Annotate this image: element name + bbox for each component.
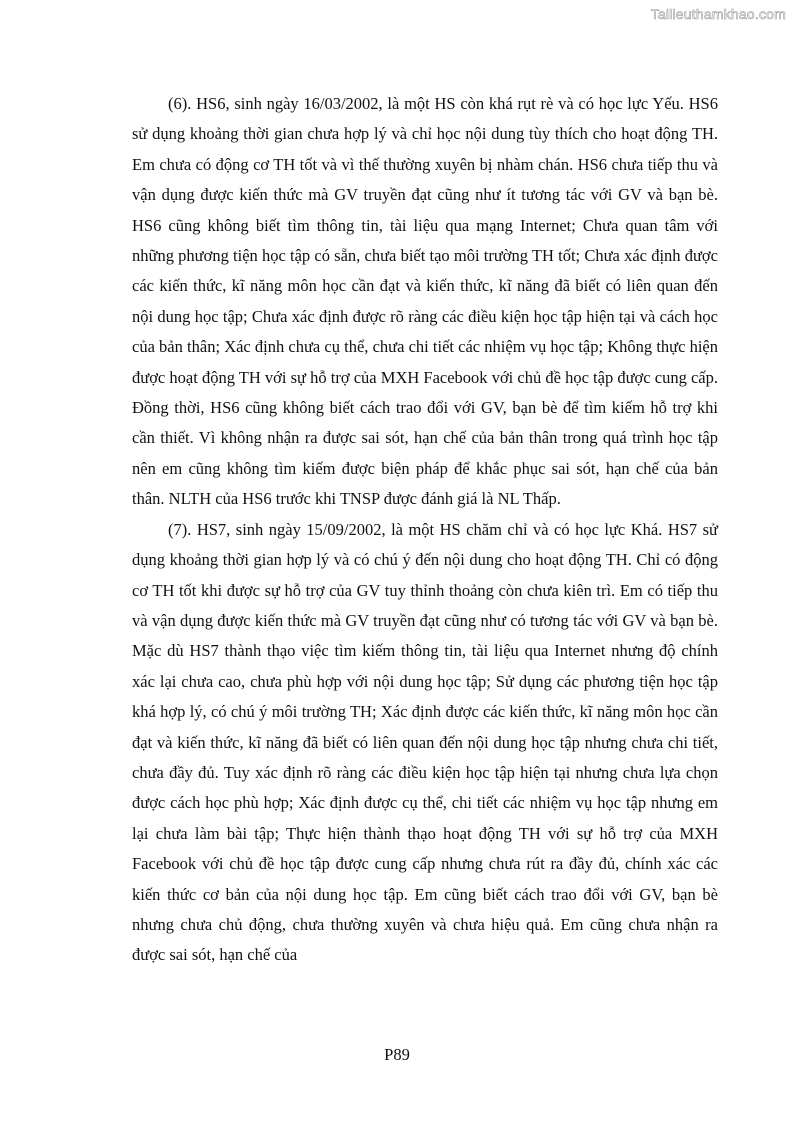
page-number: P89 [384,1045,410,1064]
watermark-text: Tailieuthamkhao.com [650,6,786,22]
document-body [132,89,718,971]
paragraph-hs7: (7). HS7, sinh ngày 15/09/2002, là một HS chăm chỉ và có học lực Khá. HS7 sử dụng khoảng thời gian hợp lý và có chú ý đến nội dung cho hoạt động TH. Chỉ có động cơ TH tốt khi được sự hỗ trợ của GV tuy thỉnh thoảng còn chưa kiên trì. Em có tiếp thu và vận dụng được kiến thức mà GV truyền đạt cũng như có tương tác với GV và bạn bè. Mặc dù HS7 thành thạo việc tìm kiếm thông tin, tài liệu qua Internet nhưng độ chính xác lại chưa cao, chưa phù hợp với nội dung học tập; Sử dụng các phương tiện học tập khá hợp lý, có chú ý môi trường TH; Xác định được các kiến thức, kĩ năng môn học cần đạt và kiến thức, kĩ năng đã biết có liên quan đến nội dung học tập nhưng chưa chi tiết, chưa đầy đủ. Tuy xác định rõ ràng các điều kiện học tập hiện tại nhưng chưa lựa chọn được cách học phù hợp; Xác định được cụ thể, chi tiết các nhiệm vụ học tập nhưng em lại chưa làm bài tập; Thực hiện thành thạo hoạt động TH với sự hỗ trợ của MXH Facebook với chủ đề học tập được cung cấp nhưng chưa rút ra đầy đủ, chính xác các kiến thức cơ bản của nội dung học tập. Em cũng biết cách trao đổi với GV, bạn bè nhưng chưa chủ động, chưa thường xuyên và chưa hiệu quả. Em cũng chưa nhận ra được sai sót, hạn chế của [132,519,718,965]
paragraph-hs6: (6). HS6, sinh ngày 16/03/2002, là một HS còn khá rụt rè và có học lực Yếu. HS6 sử dụng khoảng thời gian chưa hợp lý và chỉ học nội dung tùy thích cho hoạt động TH. Em chưa có động cơ TH tốt và vì thế thường xuyên bị nhàm chán. HS6 chưa tiếp thu và vận dụng được kiến thức mà GV truyền đạt cũng như ít tương tác với GV và bạn bè. HS6 cũng không biết tìm thông tin, tài liệu qua mạng Internet; Chưa quan tâm với những phương tiện học tập có sẵn, chưa biết tạo môi trường TH tốt; Chưa xác định được các kiến thức, kĩ năng môn học cần đạt và kiến thức, kĩ năng đã biết có liên quan đến nội dung học tập; Chưa xác định được rõ ràng các điều kiện học tập hiện tại và cách học của bản thân; Xác định chưa cụ thể, chưa chi tiết các nhiệm vụ học tập; Không thực hiện được hoạt động TH với sự hỗ trợ của MXH Facebook với chủ đề học tập được cung cấp. Đồng thời, HS6 cũng không biết cách trao đổi với GV, bạn bè để tìm kiếm hỗ trợ khi cần thiết. Vì không nhận ra được sai sót, hạn chế của bản thân trong quá trình học tập nên em cũng không tìm kiếm được biện pháp để khắc phục sai sót, hạn chế của bản thân. NLTH của HS6 trước khi TNSP được đánh giá là NL Thấp. [132,94,718,509]
